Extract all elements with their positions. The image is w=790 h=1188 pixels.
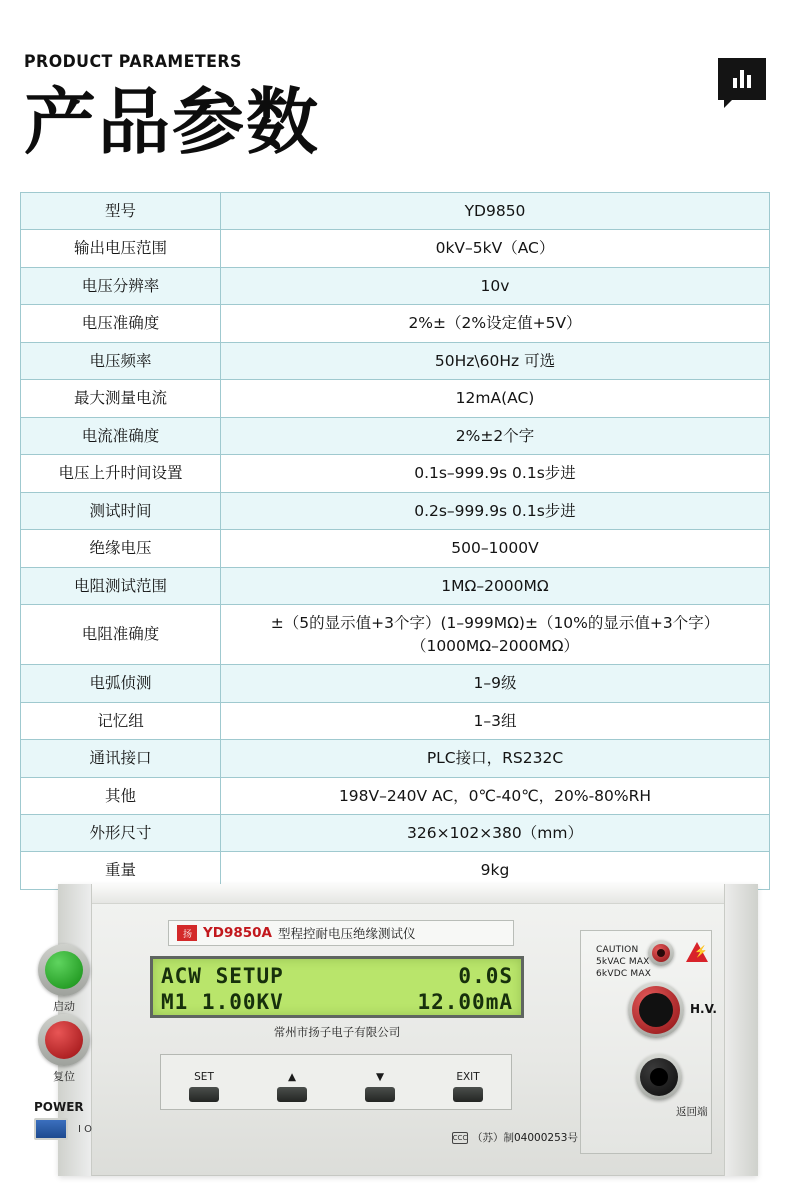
lcd-line2-right: 12.00mA — [417, 990, 513, 1014]
spec-table-wrapper — [20, 192, 770, 890]
start-knob-button[interactable] — [38, 944, 90, 996]
spec-label: 电弧侦测 — [21, 665, 221, 702]
keypad-buttons — [160, 1054, 512, 1110]
spec-value: 0kV–5kV（AC） — [221, 230, 770, 267]
spec-value: 198V–240V AC，0℃-40℃，20%-80%RH — [221, 777, 770, 814]
spec-label: 测试时间 — [21, 492, 221, 529]
spec-value: 10v — [221, 267, 770, 304]
table-row — [21, 193, 770, 230]
table-row — [21, 417, 770, 454]
down-button[interactable] — [347, 1071, 413, 1102]
spec-value: 12mA(AC) — [221, 380, 770, 417]
table-row — [21, 342, 770, 379]
table-row — [21, 305, 770, 342]
spec-label: 输出电压范围 — [21, 230, 221, 267]
table-row — [21, 567, 770, 604]
spec-label: 外形尺寸 — [21, 814, 221, 851]
arrow-down-icon: ▼ — [375, 1071, 385, 1083]
device-right-rack-ear — [724, 884, 758, 1176]
spec-label: 最大测量电流 — [21, 380, 221, 417]
hv-output-terminal[interactable] — [628, 982, 684, 1038]
page-title: 产品参数 — [24, 80, 321, 164]
ccc-icon: CCC — [452, 1133, 468, 1142]
table-row — [21, 455, 770, 492]
power-switch-area[interactable] — [34, 1100, 114, 1154]
table-row — [21, 492, 770, 529]
spec-value: 500–1000V — [221, 530, 770, 567]
device-model-text: YD9850A — [203, 925, 273, 941]
table-row — [21, 380, 770, 417]
spec-value-line1: ±（5的显示值+3个字）(1–999MΩ)±（10%的显示值+3个字） — [270, 614, 720, 633]
power-io-markings: I O — [78, 1124, 92, 1135]
spec-value: 2%±（2%设定值+5V） — [221, 305, 770, 342]
spec-value: 1MΩ–2000MΩ — [221, 567, 770, 604]
table-row — [21, 740, 770, 777]
table-row — [21, 267, 770, 304]
spec-label: 电压上升时间设置 — [21, 455, 221, 492]
spec-label: 重量 — [21, 852, 221, 889]
table-row — [21, 702, 770, 739]
product-photo — [0, 872, 790, 1188]
table-row — [21, 230, 770, 267]
spec-value: PLC接口，RS232C — [221, 740, 770, 777]
page-header — [0, 0, 790, 164]
spec-value-line2: （1000MΩ–2000MΩ） — [410, 636, 580, 655]
spec-value: 326×102×380（mm） — [221, 814, 770, 851]
caution-line2: 5kVAC MAX — [596, 957, 650, 967]
device-company-text: 常州市扬子电子有限公司 — [273, 1025, 401, 1039]
caution-text — [596, 944, 651, 980]
spec-table — [20, 192, 770, 890]
device-description-text: 型程控耐电压绝缘测试仪 — [278, 926, 416, 941]
spec-label: 电压准确度 — [21, 305, 221, 342]
spec-label: 电压频率 — [21, 342, 221, 379]
return-terminal[interactable] — [636, 1054, 682, 1100]
spec-label: 电压分辨率 — [21, 267, 221, 304]
lcd-line2-left: M1 1.00KV — [161, 990, 284, 1014]
spec-value: YD9850 — [221, 193, 770, 230]
spec-label: 记忆组 — [21, 702, 221, 739]
caution-line1: CAUTION — [596, 945, 639, 955]
bar-chart-icon — [718, 58, 766, 100]
spec-value: 2%±2个字 — [221, 417, 770, 454]
start-knob-label: 启动 — [53, 1000, 75, 1013]
spec-label: 型号 — [21, 193, 221, 230]
spec-label: 电流准确度 — [21, 417, 221, 454]
table-row — [21, 605, 770, 665]
spec-value-multiline — [221, 605, 770, 665]
page-eyebrow: PRODUCT PARAMETERS — [24, 52, 242, 72]
lcd-line1-left: ACW SETUP — [161, 964, 284, 988]
spec-value: 9kg — [221, 852, 770, 889]
small-terminal[interactable] — [648, 940, 674, 966]
reset-knob-button[interactable] — [38, 1014, 90, 1066]
spec-value: 1–9级 — [221, 665, 770, 702]
spec-value: 0.1s–999.9s 0.1s步进 — [221, 455, 770, 492]
reset-knob-label: 复位 — [53, 1070, 75, 1083]
spec-label: 电阻测试范围 — [21, 567, 221, 604]
return-terminal-label: 返回端 — [676, 1106, 708, 1118]
set-button-label: SET — [194, 1071, 214, 1083]
certification-mark — [452, 1130, 578, 1145]
spec-label: 其他 — [21, 777, 221, 814]
arrow-up-icon: ▲ — [287, 1071, 297, 1083]
exit-button-label: EXIT — [456, 1071, 480, 1083]
lcd-display — [150, 956, 524, 1018]
power-rocker-switch[interactable] — [34, 1118, 68, 1140]
power-label: POWER — [34, 1100, 84, 1114]
hv-terminal-label: H.V. — [690, 1002, 717, 1016]
device-top-edge — [58, 884, 758, 904]
table-row — [21, 530, 770, 567]
exit-button[interactable] — [435, 1071, 501, 1102]
high-voltage-warning-icon: ⚡ — [686, 942, 708, 962]
device-brand-plate — [168, 920, 514, 946]
set-button[interactable] — [171, 1071, 237, 1102]
spec-label: 通讯接口 — [21, 740, 221, 777]
spec-label: 绝缘电压 — [21, 530, 221, 567]
up-button[interactable] — [259, 1071, 325, 1102]
spec-value: 1–3组 — [221, 702, 770, 739]
table-row — [21, 665, 770, 702]
spec-value: 0.2s–999.9s 0.1s步进 — [221, 492, 770, 529]
spec-value: 50Hz\60Hz 可选 — [221, 342, 770, 379]
lcd-line1-right: 0.0S — [458, 964, 513, 988]
spec-label: 电阻准确度 — [21, 605, 221, 665]
certification-text: （苏）制04000253号 — [472, 1132, 578, 1144]
caution-line3: 6kVDC MAX — [596, 969, 652, 979]
table-row — [21, 814, 770, 851]
brand-logo-icon: 扬 — [177, 925, 197, 941]
table-row — [21, 777, 770, 814]
